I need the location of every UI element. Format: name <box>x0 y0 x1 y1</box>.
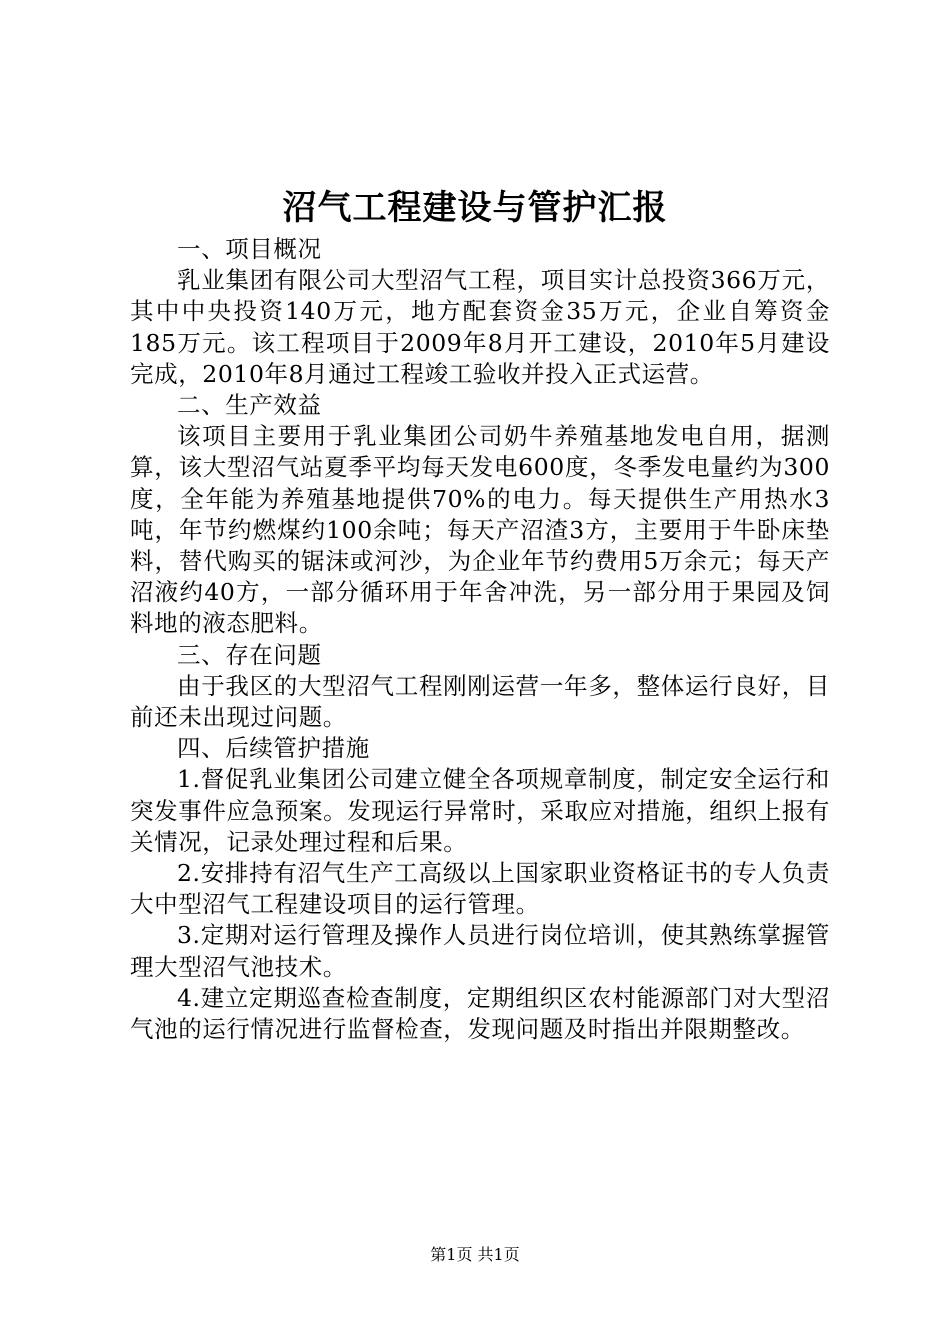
document-body <box>130 234 830 1045</box>
document-title: 沼气工程建设与管护汇报 <box>282 188 668 228</box>
paragraph-measure-4: 4.建立定期巡查检查制度，定期组织区农村能源部门对大型沼气池的运行情况进行监督检查，发现问题及时指出并限期整改。 <box>130 983 830 1044</box>
section-heading-measures: 四、后续管护措施 <box>177 734 370 763</box>
section-heading-benefits: 二、生产效益 <box>177 391 322 420</box>
paragraph-measure-1: 1.督促乳业集团公司建立健全各项规章制度，制定安全运行和突发事件应急预案。发现运行异常时，采取应对措施，组织上报有关情况，记录处理过程和后果。 <box>130 765 830 856</box>
paragraph-measure-3: 3.定期对运行管理及操作人员进行岗位培训，使其熟练掌握管理大型沼气池技术。 <box>130 921 830 981</box>
page-footer: 第1页 共1页 <box>430 1245 520 1264</box>
section-heading-overview: 一、项目概况 <box>177 235 322 263</box>
section-heading-issues: 三、存在问题 <box>177 640 322 669</box>
paragraph-overview: 乳业集团有限公司大型沼气工程，项目实计总投资366万元，其中中央投资140万元，地方配套资金35万元，企业自筹资金185万元。该工程项目于2009年8月开工建设，2010年5月建设完成，2010年8月通过工程竣工验收并投入正式运营。 <box>130 266 830 388</box>
paragraph-measure-2: 2.安排持有沼气生产工高级以上国家职业资格证书的专人负责大中型沼气工程建设项目的运行管理。 <box>130 859 830 919</box>
paragraph-benefits: 该项目主要用于乳业集团公司奶牛养殖基地发电自用，据测算，该大型沼气站夏季平均每天发电600度，冬季发电量约为300度，全年能为养殖基地提供70%的电力。每天提供生产用热水3吨，年节约燃煤约100余吨；每天产沼渣3方，主要用于牛卧床垫料，替代购买的锯沫或河沙，为企业年节约费用5万余元；每天产沼液约40方，一部分循环用于年舍冲洗，另一部分用于果园及饲料地的液态肥料。 <box>130 422 830 638</box>
paragraph-issues: 由于我区的大型沼气工程刚刚运营一年多，整体运行良好，目前还未出现过问题。 <box>130 671 830 732</box>
